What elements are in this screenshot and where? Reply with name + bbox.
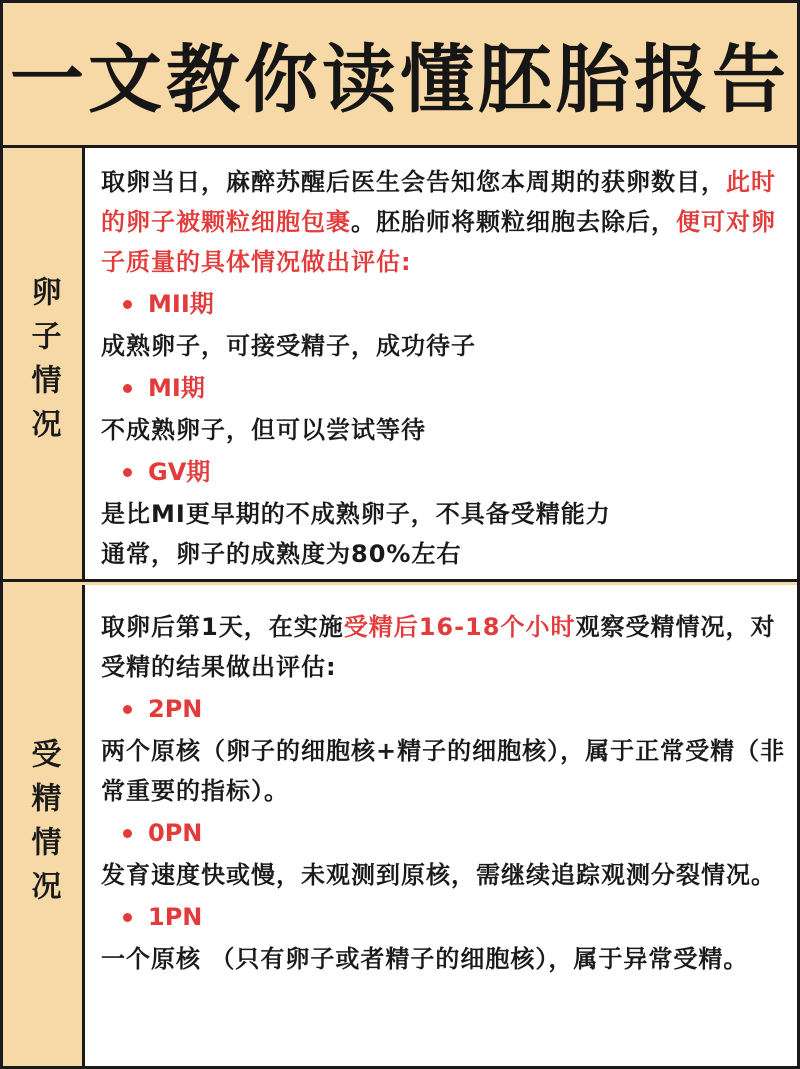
bullet-dot-icon (123, 468, 132, 477)
mi-desc: 不成熟卵子，但可以尝试等待 (101, 416, 426, 444)
gv-desc: 是比MI更早期的不成熟卵子，不具备受精能力 (101, 500, 611, 528)
fert-side-text: 受精情况 (25, 737, 61, 914)
fert-intro (101, 607, 787, 687)
bullet-label: MI期 (148, 374, 205, 402)
bullet-2pn (123, 689, 787, 729)
bullet-mii (123, 284, 787, 324)
fert-content (85, 585, 797, 1066)
1pn-desc: 一个原核 （只有卵子或者精子的细胞核），属于异常受精。 (101, 945, 749, 973)
page-title: 一文教你读懂胚胎报告 (10, 37, 790, 123)
egg-intro-text-1: 取卵当日，麻醉苏醒后医生会告知您本周期的获卵数目， (101, 168, 726, 196)
egg-intro (101, 162, 787, 282)
egg-intro-text-2: 。胚胎师将颗粒细胞去除后， (351, 208, 676, 236)
bullet-label: GV期 (148, 458, 211, 486)
bullet-label: 2PN (148, 695, 203, 723)
egg-side-text: 卵子情况 (25, 275, 61, 452)
bullet-dot-icon (123, 705, 132, 714)
2pn-desc: 两个原核（卵子的细胞核+精子的细胞核），属于正常受精（非常重要的指标）。 (101, 737, 786, 805)
bullet-label: 0PN (148, 819, 203, 847)
bullet-dot-icon (123, 384, 132, 393)
bullet-label: MII期 (148, 290, 214, 318)
fert-intro-text-2: 观察受精情况，对受精的结果做出评估: (101, 613, 776, 681)
egg-intro-highlight-2: 便可对卵子质量的具体情况做出评估: (101, 208, 776, 276)
fert-intro-text-1: 取卵后第1天，在实施 (101, 613, 344, 641)
maturity-note: 通常，卵子的成熟度为80%左右 (101, 540, 462, 568)
bullet-dot-icon (123, 913, 132, 922)
egg-content (85, 148, 797, 579)
0pn-desc: 发育速度快或慢，未观测到原核，需继续追踪观测分裂情况。 (101, 861, 776, 889)
bullet-dot-icon (123, 829, 132, 838)
title-bar (3, 3, 797, 148)
egg-intro-highlight-1: 此时的卵子被颗粒细胞包裹 (101, 168, 776, 236)
mii-desc: 成熟卵子，可接受精子，成功待子 (101, 332, 476, 360)
egg-side-label (3, 148, 85, 579)
fert-side-label (3, 585, 85, 1066)
fert-intro-highlight: 受精后16-18个小时 (343, 613, 576, 641)
bullet-label: 1PN (148, 903, 203, 931)
fertilization-section (3, 585, 797, 1066)
bullet-dot-icon (123, 300, 132, 309)
bullet-0pn (123, 813, 787, 853)
egg-section (3, 148, 797, 582)
bullet-mi (123, 368, 787, 408)
bullet-1pn (123, 897, 787, 937)
bullet-gv (123, 452, 787, 492)
